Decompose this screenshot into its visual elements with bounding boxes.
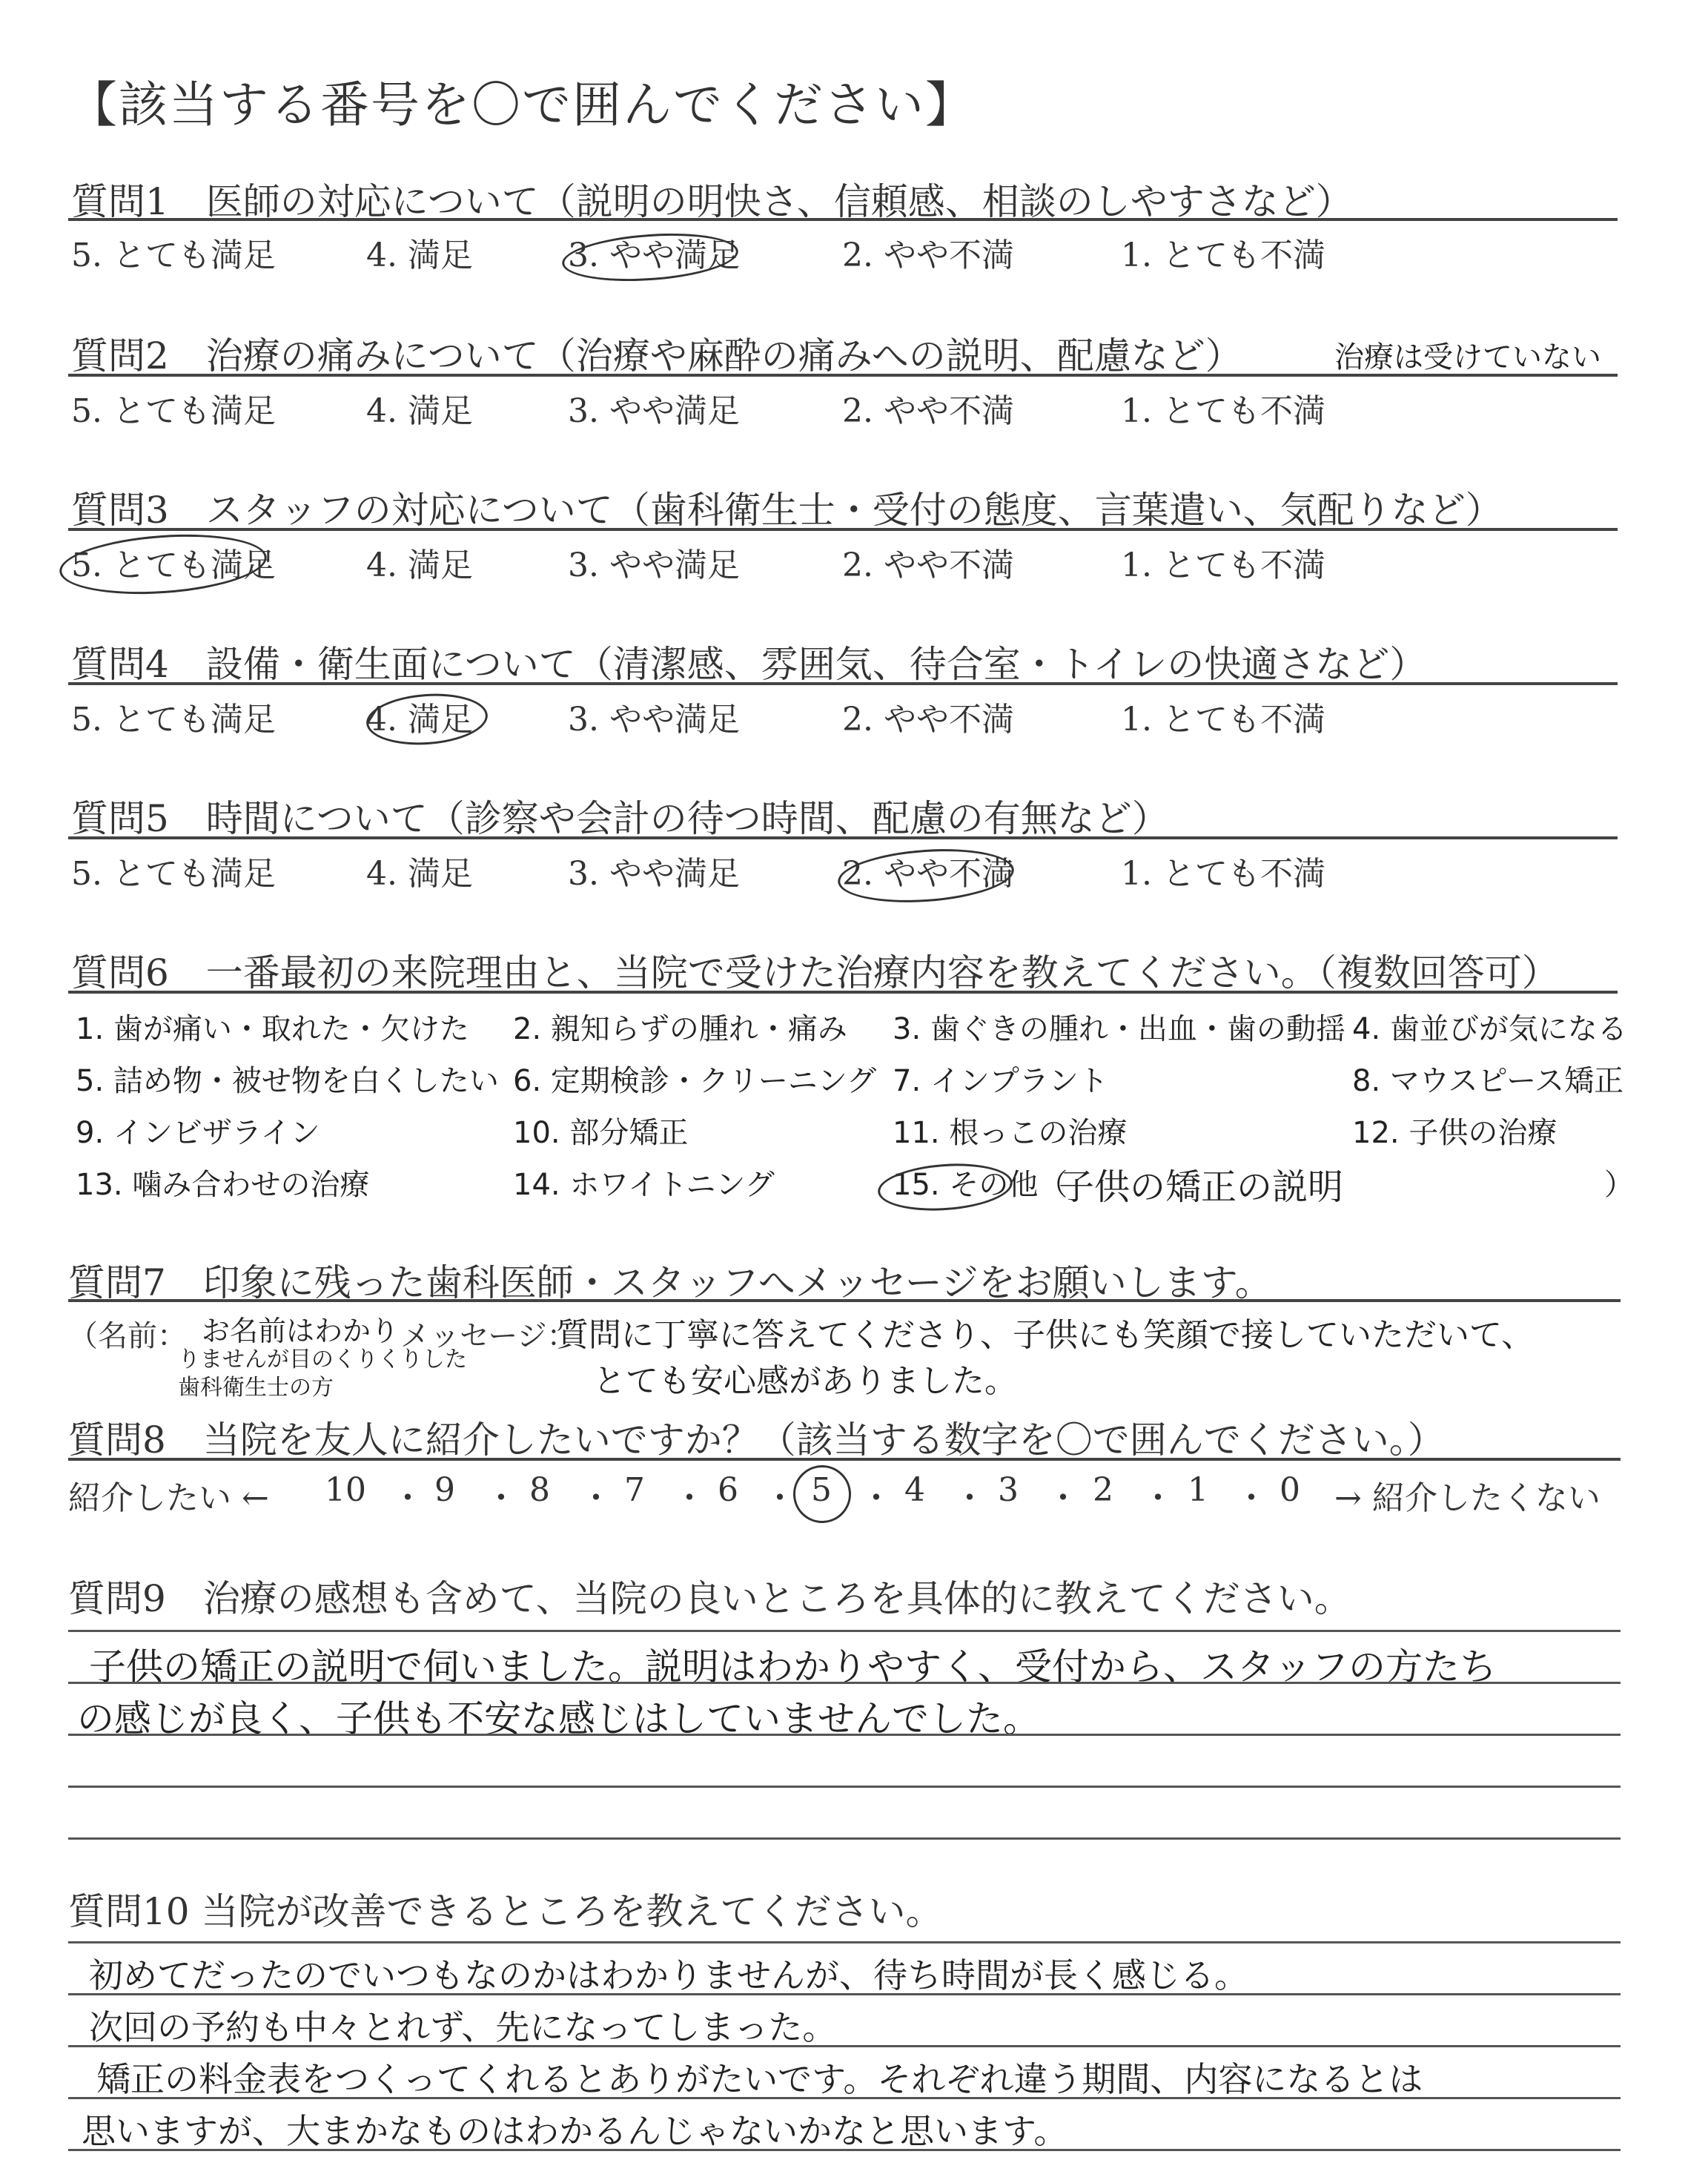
q8-rule <box>68 1458 1621 1461</box>
q6-other-answer: 子供の矯正の説明 <box>1059 1166 1344 1208</box>
q7-name-handwritten-2: りませんが目のくりくりした <box>178 1347 467 1373</box>
q6-option-13[interactable]: 13. 噛み合わせの治療 <box>76 1168 370 1202</box>
q6-option-8[interactable]: 8. マウスピース矯正 <box>1352 1064 1624 1098</box>
q8-scale-9[interactable]: 9 <box>434 1471 455 1509</box>
q7-name-handwritten-1: お名前はわかり <box>202 1315 400 1347</box>
q6-option-1[interactable]: 1. 歯が痛い・取れた・欠けた <box>76 1012 469 1046</box>
q1-option-4[interactable]: 4. 満足 <box>366 237 473 274</box>
q7-name-label: （名前： <box>68 1319 187 1353</box>
q9-line-3 <box>68 1734 1621 1736</box>
q6-option-11[interactable]: 11. 根っこの治療 <box>893 1116 1128 1150</box>
q9-line-1 <box>68 1630 1621 1632</box>
q8-scale-0[interactable]: 0 <box>1280 1471 1300 1509</box>
q8-scale-dot: ・ <box>580 1479 612 1517</box>
q6-option-15[interactable]: 15. その他（ <box>893 1168 1068 1202</box>
q8-scale-6[interactable]: 6 <box>718 1471 738 1509</box>
q4-option-3[interactable]: 3. やや満足 <box>568 701 740 739</box>
q8-scale-dot: ・ <box>673 1479 706 1517</box>
q1-heading: 質問1 医師の対応について（説明の明快さ、信頼感、相談のしやすさなど） <box>71 180 1353 223</box>
q1-rule <box>68 218 1618 221</box>
q8-scale-10[interactable]: 10 <box>325 1471 366 1509</box>
page-title: 【該当する番号を〇で囲んでください】 <box>68 76 976 133</box>
q10-line-2 <box>68 1993 1621 1995</box>
q6-option-9[interactable]: 9. インビザライン <box>76 1116 320 1150</box>
q9-line-5 <box>68 1837 1621 1840</box>
q6-option-14[interactable]: 14. ホワイトニング <box>513 1168 775 1202</box>
q2-option-3[interactable]: 3. やや満足 <box>568 392 740 430</box>
q8-scale-dot: ・ <box>764 1479 796 1517</box>
q8-scale-dot: ・ <box>1235 1479 1268 1517</box>
q2-option-2[interactable]: 2. やや不満 <box>842 392 1014 430</box>
q1-option-2[interactable]: 2. やや不満 <box>842 237 1014 274</box>
q9-heading: 質問9 治療の感想も含めて、当院の良いところを具体的に教えてください。 <box>68 1577 1351 1620</box>
q4-option-4[interactable]: 4. 満足 <box>366 701 473 739</box>
q10-heading: 質問10 当院が改善できるところを教えてください。 <box>68 1890 943 1933</box>
q6-option-7[interactable]: 7. インプラント <box>893 1064 1108 1098</box>
q6-option-12[interactable]: 12. 子供の治療 <box>1352 1116 1558 1150</box>
q8-scale-4[interactable]: 4 <box>904 1471 925 1509</box>
q8-scale-7[interactable]: 7 <box>624 1471 645 1509</box>
q1-option-1[interactable]: 1. とても不満 <box>1121 237 1325 274</box>
q8-scale-3[interactable]: 3 <box>998 1471 1019 1509</box>
q9-line-4 <box>68 1786 1621 1788</box>
q7-rule <box>68 1299 1621 1302</box>
q8-scale-5[interactable]: 5 <box>811 1471 832 1509</box>
q8-scale-2[interactable]: 2 <box>1093 1471 1113 1509</box>
q9-answer-line1: 子供の矯正の説明で伺いました。説明はわかりやすく、受付から、スタッフの方たち <box>89 1645 1497 1688</box>
q4-heading: 質問4 設備・衛生面について（清潔感、雰囲気、待合室・トイレの快適さなど） <box>71 643 1427 686</box>
q10-answer-line1: 初めてだったのでいつもなのかはわかりませんが、待ち時間が長く感じる。 <box>89 1955 1248 1995</box>
q3-option-1[interactable]: 1. とても不満 <box>1121 546 1325 584</box>
q2-option-4[interactable]: 4. 満足 <box>366 392 473 430</box>
q8-scale-8[interactable]: 8 <box>529 1471 550 1509</box>
q6-option-6[interactable]: 6. 定期検診・クリーニング <box>513 1064 877 1098</box>
q5-option-5[interactable]: 5. とても満足 <box>71 855 276 893</box>
q10-answer-line3: 矯正の料金表をつくってくれるとありがたいです。それぞれ違う期間、内容になるとは <box>96 2059 1423 2099</box>
q7-message-line2: とても安心感がありました。 <box>593 1362 1017 1400</box>
q5-option-4[interactable]: 4. 満足 <box>366 855 473 893</box>
q6-option-5[interactable]: 5. 詰め物・被せ物を白くしたい <box>76 1064 499 1098</box>
q3-heading: 質問3 スタッフの対応について（歯科衛生士・受付の態度、言葉遣い、気配りなど） <box>71 489 1503 532</box>
q8-scale-dot: ・ <box>953 1479 986 1517</box>
q8-selection-circle <box>791 1463 853 1525</box>
q6-heading: 質問6 一番最初の来院理由と、当院で受けた治療内容を教えてください。（複数回答可） <box>71 951 1559 994</box>
q3-option-5[interactable]: 5. とても満足 <box>71 546 276 584</box>
q8-right-label: → 紹介したくない <box>1334 1479 1601 1517</box>
q6-other-close-paren: ） <box>1604 1168 1634 1202</box>
q5-option-1[interactable]: 1. とても不満 <box>1121 855 1325 893</box>
q7-name-handwritten-3: 歯科衛生士の方 <box>178 1375 334 1401</box>
q6-rule <box>68 991 1618 994</box>
q8-scale-dot: ・ <box>485 1479 517 1517</box>
q8-left-label: 紹介したい ← <box>68 1479 269 1517</box>
q8-scale-dot: ・ <box>1142 1479 1174 1517</box>
q1-option-3[interactable]: 3. やや満足 <box>568 237 740 274</box>
q4-option-5[interactable]: 5. とても満足 <box>71 701 276 739</box>
q2-option-5[interactable]: 5. とても満足 <box>71 392 276 430</box>
q10-answer-line4: 思いますが、大まかなものはわかるんじゃないかなと思います。 <box>82 2111 1068 2151</box>
q4-option-2[interactable]: 2. やや不満 <box>842 701 1014 739</box>
q5-rule <box>68 836 1618 839</box>
q5-option-2[interactable]: 2. やや不満 <box>842 855 1014 893</box>
q5-heading: 質問5 時間について（診察や会計の待つ時間、配慮の有無など） <box>71 797 1169 840</box>
q6-option-3[interactable]: 3. 歯ぐきの腫れ・出血・歯の動揺 <box>893 1012 1345 1046</box>
q6-option-2[interactable]: 2. 親知らずの腫れ・痛み <box>513 1012 847 1046</box>
q8-scale-dot: ・ <box>391 1479 424 1517</box>
q10-line-1 <box>68 1941 1621 1943</box>
q6-option-4[interactable]: 4. 歯並びが気になる <box>1352 1012 1627 1046</box>
q2-heading: 質問2 治療の痛みについて（治療や麻酔の痛みへの説明、配慮など） <box>71 334 1242 377</box>
q2-handwritten-note: 治療は受けていない <box>1334 340 1601 374</box>
q8-scale-dot: ・ <box>1047 1479 1079 1517</box>
q7-message-line1: 質問に丁寧に答えてくださり、子供にも笑顔で接していただいて、 <box>556 1316 1535 1354</box>
q8-scale-1[interactable]: 1 <box>1188 1471 1208 1509</box>
q9-answer-line2: の感じが良く、子供も不安な感じはしていませんでした。 <box>77 1697 1040 1740</box>
q3-rule <box>68 528 1618 531</box>
q10-line-5 <box>68 2149 1621 2151</box>
q3-option-3[interactable]: 3. やや満足 <box>568 546 740 584</box>
q5-option-3[interactable]: 3. やや満足 <box>568 855 740 893</box>
q1-option-5[interactable]: 5. とても満足 <box>71 237 276 274</box>
q3-option-4[interactable]: 4. 満足 <box>366 546 473 584</box>
q10-line-3 <box>68 2045 1621 2047</box>
q4-option-1[interactable]: 1. とても不満 <box>1121 701 1325 739</box>
q10-line-4 <box>68 2097 1621 2099</box>
q8-scale-dot: ・ <box>860 1479 893 1517</box>
q2-rule <box>68 374 1618 377</box>
q3-option-2[interactable]: 2. やや不満 <box>842 546 1014 584</box>
q8-heading: 質問8 当院を友人に紹介したいですか？（該当する数字を〇で囲んでください。） <box>68 1418 1445 1462</box>
q6-option-10[interactable]: 10. 部分矯正 <box>513 1116 689 1150</box>
q9-line-2 <box>68 1682 1621 1684</box>
q10-answer-line2: 次回の予約も中々とれず、先になってしまった。 <box>89 2007 837 2047</box>
q7-message-label: メッセージ： <box>400 1319 577 1353</box>
q4-rule <box>68 682 1618 685</box>
q7-heading: 質問7 印象に残った歯科医師・スタッフへメッセージをお願いします。 <box>68 1261 1272 1304</box>
q2-option-1[interactable]: 1. とても不満 <box>1121 392 1325 430</box>
